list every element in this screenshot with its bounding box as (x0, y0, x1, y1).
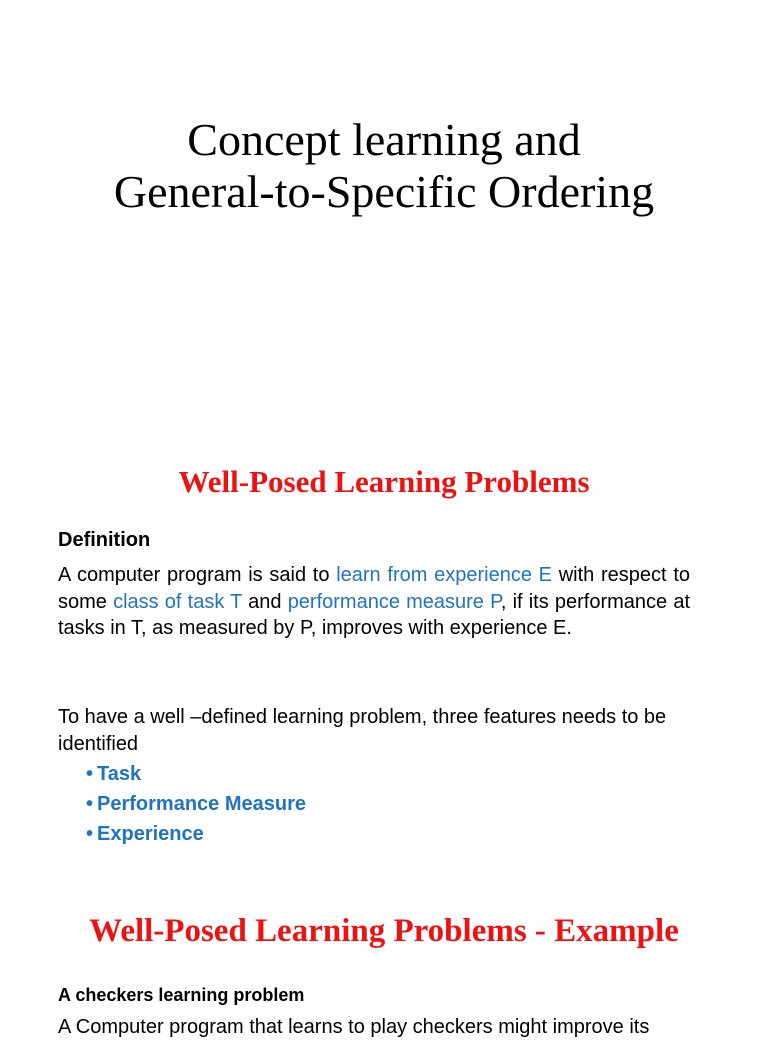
definition-heading: Definition (58, 529, 151, 551)
slide-title (0, 0, 768, 432)
title-line-1: Concept learning and (187, 114, 581, 165)
definition-text: with respect to some (58, 564, 690, 613)
list-item (86, 789, 306, 819)
example-paragraph: A Computer program that learns to play checkers might improve its (58, 1016, 650, 1038)
slide-heading: Well-Posed Learning Problems (178, 464, 590, 499)
feature-list (86, 759, 306, 849)
definition-text: A computer program is said to (58, 564, 337, 586)
bullet-icon: • (86, 763, 94, 785)
definition-paragraph (58, 562, 690, 642)
example-heading: A checkers learning problem (58, 985, 305, 1005)
presentation-title (0, 114, 768, 218)
slide-heading: Well-Posed Learning Problems - Example (89, 913, 679, 949)
list-item (86, 819, 306, 849)
definition-text: and (241, 590, 288, 613)
features-intro: To have a well –defined learning problem, three features needs to be identified (58, 706, 667, 755)
bullet-icon: • (86, 823, 94, 845)
feature-label: Task (97, 763, 142, 785)
bullet-icon: • (86, 793, 94, 815)
list-item (86, 759, 306, 789)
highlight-performance: performance measure P (287, 590, 501, 613)
title-line-2: General-to-Specific Ordering (113, 166, 655, 217)
feature-label: Experience (97, 823, 204, 845)
definition-text: , if its performance at tasks in T, as measured by P, improves with experience E. (58, 590, 691, 639)
highlight-task: class of task T (113, 590, 242, 613)
feature-label: Performance Measure (97, 793, 306, 815)
slide-well-posed (0, 432, 768, 882)
slide-example (0, 882, 768, 1038)
highlight-experience: learn from experience E (336, 564, 553, 586)
